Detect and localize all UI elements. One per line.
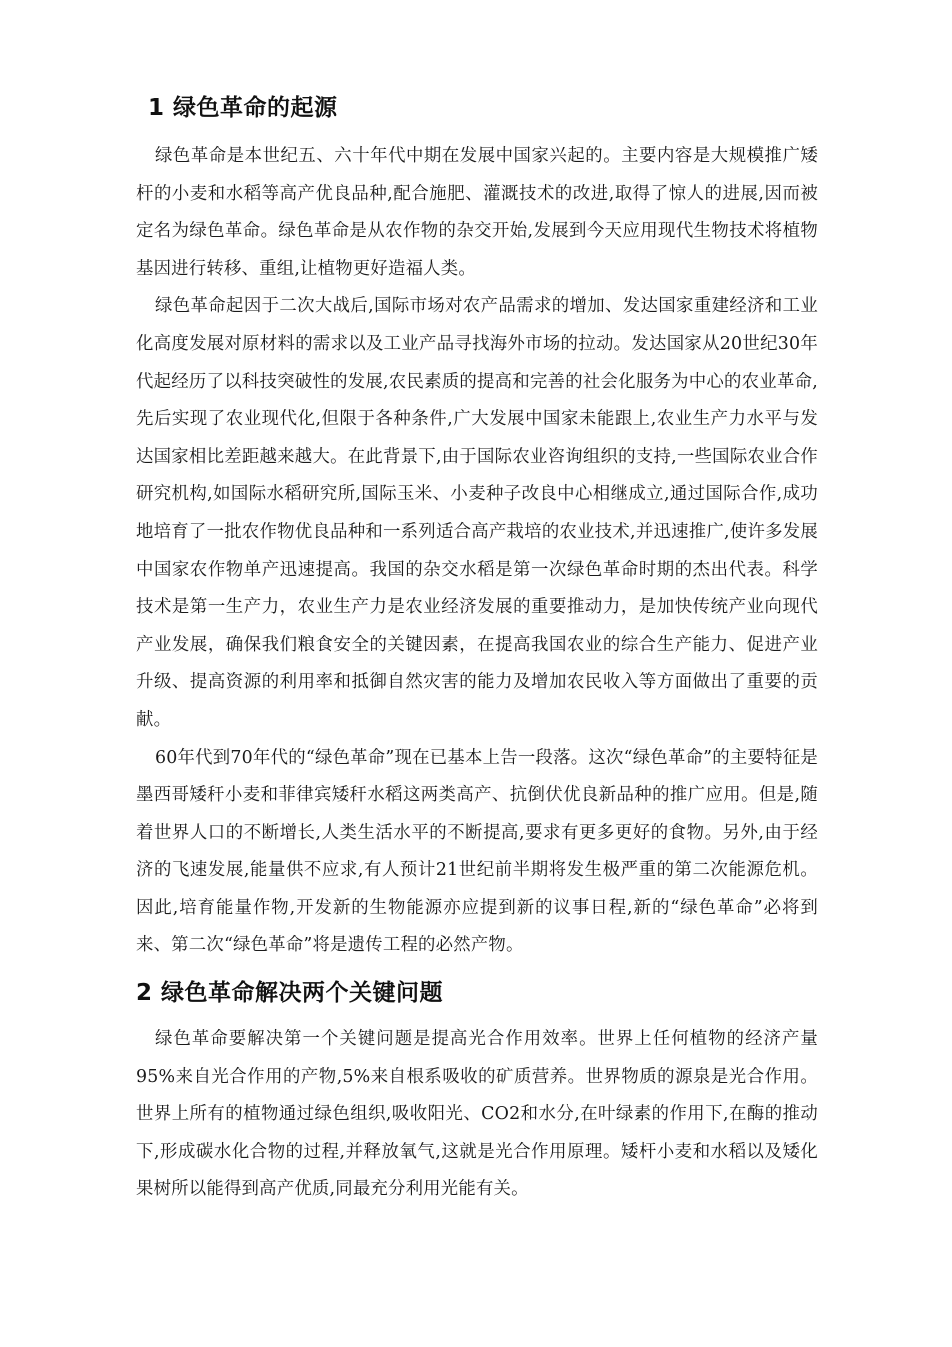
document-body <box>136 92 818 1209</box>
section-2-paragraph-1: 绿色革命要解决第一个关键问题是提高光合作用效率。世界上任何植物的经济产量95%来自光合作用的产物,5%来自根系吸收的矿质营养。世界物质的源泉是光合作用。世界上所有的植物通过绿色组织,吸收阳光、CO2和水分,在叶绿素的作用下,在酶的推动下,形成碳水化合物的过程,并释放氧气,这就是光合作用原理。矮杆小麦和水稻以及矮化果树所以能得到高产优质,同最充分利用光能有关。 <box>136 1029 818 1200</box>
section-1-heading: 1 绿色革命的起源 <box>148 95 338 121</box>
section-2-heading: 2 绿色革命解决两个关键问题 <box>136 980 444 1007</box>
section-1-paragraph-3: 60年代到70年代的“绿色革命”现在已基本上告一段落。这次“绿色革命”的主要特征是墨西哥矮秆小麦和菲律宾矮秆水稻这两类高产、抗倒伏优良新品种的推广应用。但是,随着世界人口的不断增长,人类生活水平的不断提高,要求有更多更好的食物。另外,由于经济的飞速发展,能量供不应求,有人预计21世纪前半期将发生极严重的第二次能源危机。因此,培育能量作物,开发新的生物能源亦应提到新的议事日程,新的“绿色革命”必将到来、第二次“绿色革命”将是遗传工程的必然产物。 <box>136 747 818 956</box>
section-1-paragraph-1: 绿色革命是本世纪五、六十年代中期在发展中国家兴起的。主要内容是大规模推广矮杆的小麦和水稻等高产优良品种,配合施肥、灌溉技术的改进,取得了惊人的进展,因而被定名为绿色革命。绿色革命是从农作物的杂交开始,发展到今天应用现代生物技术将植物基因进行转移、重组,让植物更好造福人类。 <box>136 146 818 279</box>
section-1-paragraph-2: 绿色革命起因于二次大战后,国际市场对农产品需求的增加、发达国家重建经济和工业化高度发展对原材料的需求以及工业产品寻找海外市场的拉动。发达国家从20世纪30年代起经历了以科技突破性的发展,农民素质的提高和完善的社会化服务为中心的农业革命,先后实现了农业现代化,但限于各种条件,广大发展中国家未能跟上,农业生产力水平与发达国家相比差距越来越大。在此背景下,由于国际农业咨询组织的支持,一些国际农业合作研究机构,如国际水稻研究所,国际玉米、小麦种子改良中心相继成立,通过国际合作,成功地培育了一批农作物优良品种和一系列适合高产栽培的农业技术,并迅速推广,使许多发展中国家农作物单产迅速提高。我国的杂交水稻是第一次绿色革命时期的杰出代表。科学技术是第一生产力，农业生产力是农业经济发展的重要推动力，是加快传统产业向现代产业发展，确保我们粮食安全的关键因素，在提高我国农业的综合生产能力、促进产业升级、提高资源的利用率和抵御自然灾害的能力及增加农民收入等方面做出了重要的贡献。 <box>136 296 818 730</box>
